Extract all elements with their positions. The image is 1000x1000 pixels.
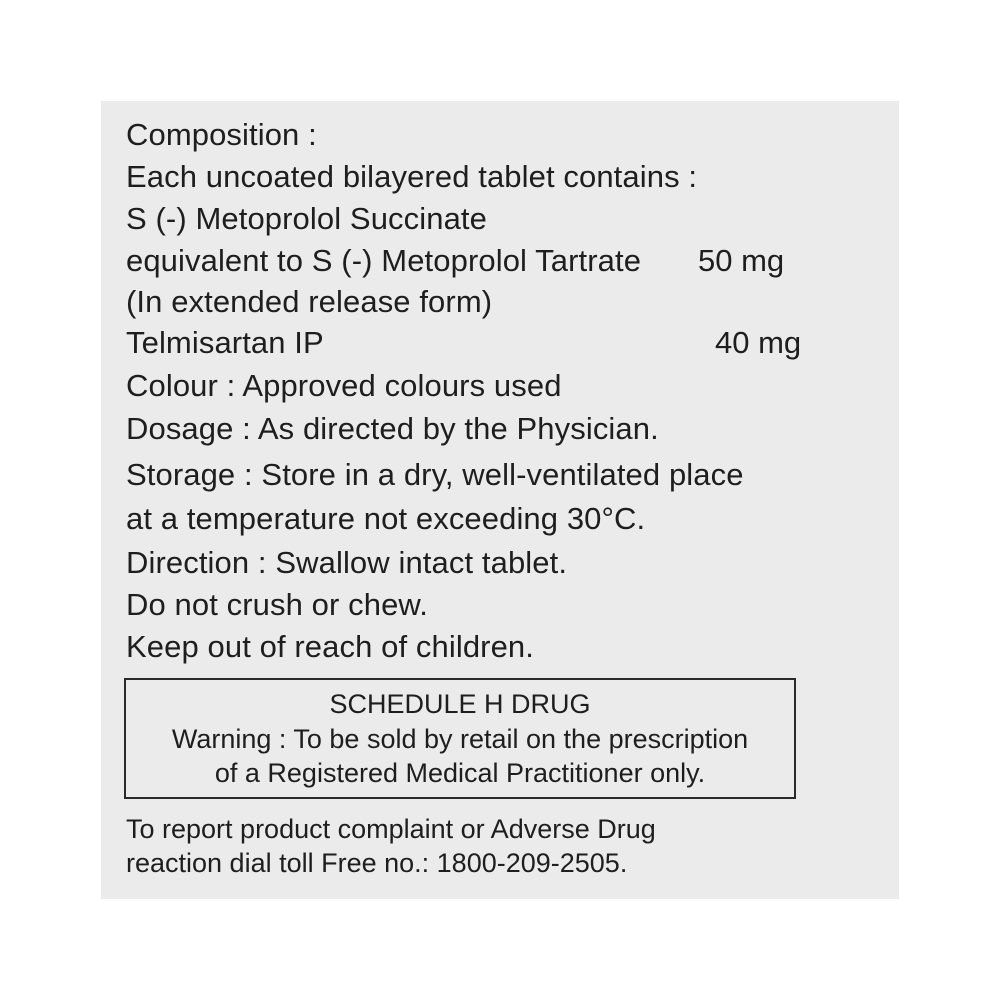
telmisartan-line: Telmisartan IP	[126, 325, 324, 360]
keep-out-of-reach-line: Keep out of reach of children.	[126, 629, 534, 664]
complaint-report-line: To report product complaint or Adverse Drug	[126, 814, 656, 844]
dosage-line: Dosage : As directed by the Physician.	[126, 411, 659, 446]
warning-line-1: Warning : To be sold by retail on the prescription	[171, 724, 749, 754]
toll-free-line: reaction dial toll Free no.: 1800-209-2505.	[126, 848, 628, 878]
schedule-h-title: SCHEDULE H DRUG	[329, 689, 591, 719]
colour-line: Colour : Approved colours used	[126, 368, 562, 403]
extended-release-line: (In extended release form)	[126, 284, 493, 319]
telmisartan-quantity: 40 mg	[715, 325, 802, 360]
do-not-crush-line: Do not crush or chew.	[126, 587, 428, 622]
composition-heading: Composition :	[126, 117, 317, 152]
metoprolol-tartrate-line: equivalent to S (-) Metoprolol Tartrate	[126, 243, 642, 278]
schedule-h-warning-box	[124, 678, 796, 799]
storage-line: Storage : Store in a dry, well-ventilated place	[126, 457, 744, 492]
metoprolol-quantity: 50 mg	[698, 243, 785, 278]
temperature-line: at a temperature not exceeding 30°C.	[126, 501, 646, 536]
metoprolol-succinate-line: S (-) Metoprolol Succinate	[126, 201, 487, 236]
medicine-label-panel	[101, 101, 899, 899]
warning-line-2: of a Registered Medical Practitioner only.	[214, 758, 706, 788]
direction-line: Direction : Swallow intact tablet.	[126, 545, 568, 580]
tablet-contents-line: Each uncoated bilayered tablet contains :	[126, 159, 698, 194]
